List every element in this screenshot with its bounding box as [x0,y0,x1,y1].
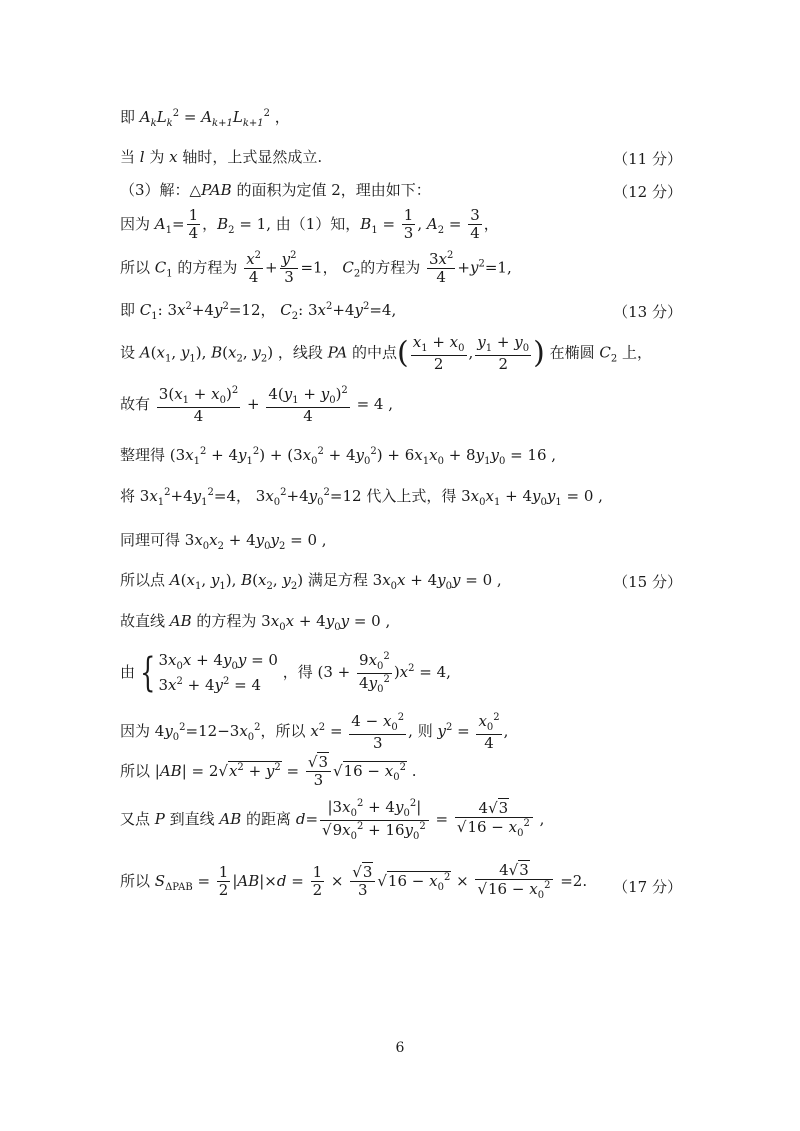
score-label: （15 分） [613,573,682,591]
math-line: 即 $A_kL_k^2 = A_{k+1}L_{k+1}^2$ ， [120,108,290,129]
score-label: （12 分） [613,183,682,201]
score-label: （13 分） [613,303,682,321]
math-line: 即 $C_1$: $3x^2+4y^2=12$， $C_2$: $3x^2+4y^2=4$, [120,301,397,322]
math-line: 故直线 AB 的方程为 $3x_0x + 4y_0y = 0$ , [120,612,391,633]
math-line: 当 l 为 x 轴时，上式显然成立. [120,148,323,166]
math-line: 设 $A(x_1$, $y_1$), $B(x_2$, $y_2$) ，线段 PA 的中点( $\frac{x_1 + x_0}{2}$ , $\frac{y_1 + y_0}{2}$ ) 在椭圆 $C_2$ 上， [120,333,653,373]
math-line: 将 $3x_1^2+4y_1^2=4$， $3x_0^2+4y_0^2=12$ 代入上式，得 $3x_0x_1 + 4y_0y_1 = 0$ , [120,487,603,508]
page-number: 6 [395,1040,405,1056]
math-line: 所以 $|AB| = 2√x^2 + y^2$ = $\frac{√3}{3}$ $√16 - x_0^2$ . [120,753,417,790]
math-line: （3）解：△PAB 的面积为定值 2，理由如下： [120,181,431,199]
math-line: 因为 $A_1=$ $\frac{1}{4}$ ，$B_2 = 1$, 由（1）知，$B_1$ = $\frac{1}{3}$ , $A_2$ = $\frac{3}{4}$ ， [120,206,499,243]
math-line: 所以 $C_1$ 的方程为 $\frac{x^2}{4}$ + $\frac{y^2}{3}$ =1， $C_2$的方程为 $\frac{3x^2}{4}$ $+y^2=1$, [120,250,512,287]
math-line: 所以 $S_{\Delta PAB}$ = $\frac{1}{2}$ |AB|×d = $\frac{1}{2}$ × $\frac{√3}{3}$ $√16 - x_0^2$ × $\frac{4√3}{√16 - x_0^2}$ =2. [120,861,588,902]
math-line: 整理得 $(3x_1^2 + 4y_1^2) + (3x_0^2 + 4y_0^2) + 6x_1x_0 + 8y_1y_0 = 16$ , [120,446,557,467]
math-line: 所以点 $A(x_1$, $y_1$), $B(x_2$, $y_2$) 满足方程 $3x_0x + 4y_0y = 0$ , [120,571,502,592]
score-label: （17 分） [613,878,682,896]
math-line: 因为 $4y_0^2=12-3x_0^2$，所以 $x^2$ = $\frac{4 - x_0^2}{3}$ , 则 $y^2$ = $\frac{x_0^2}{4}$ , [120,712,509,752]
math-line: 又点 P 到直线 AB 的距离 d= $\frac{|3x_0^2 + 4y_0^2|}{√9x_0^2 + 16y_0^2}$ = $\frac{4√3}{√16 - x_0^2}$ , [120,798,545,842]
math-line: 同理可得 $3x_0x_2 + 4y_0y_2 = 0$ , [120,531,327,552]
math-line: 故有 $\frac{3(x_1 + x_0)^2}{4}$ + $\frac{4(y_1 + y_0)^2}{4}$ = 4 , [120,385,393,425]
score-label: （11 分） [613,150,682,168]
math-line: 由 { $3x_0x + 4y_0y = 0$ $3x^2 + 4y^2 = 4$ ，得 (3 + $\frac{9x_0^2}{4y_0^2}$ )$x^2 = 4$, [120,650,451,697]
